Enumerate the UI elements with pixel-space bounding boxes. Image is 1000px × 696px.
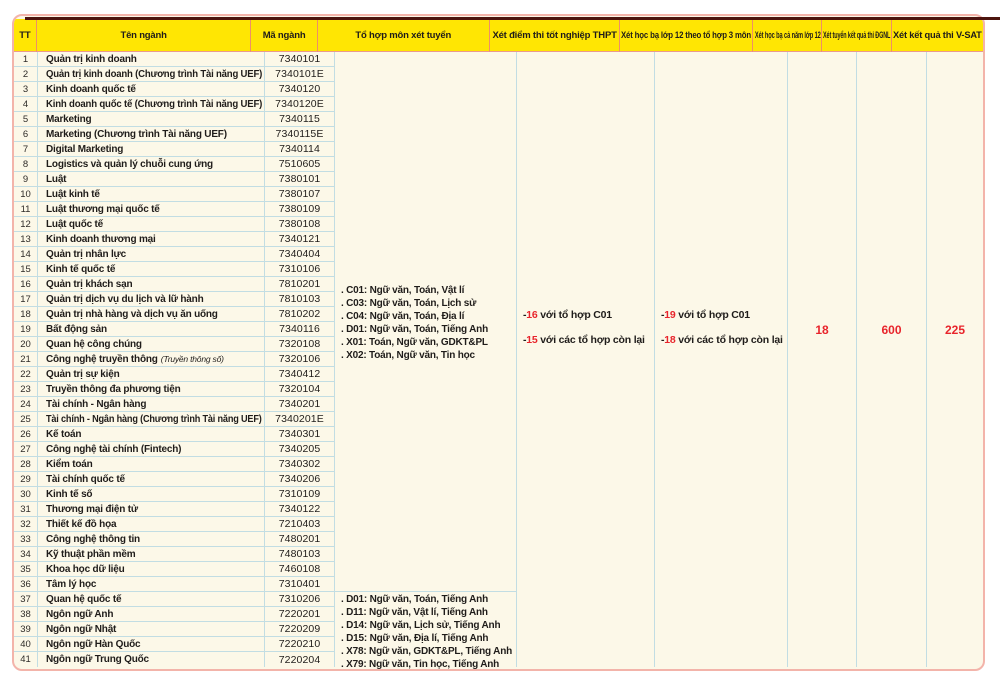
major-code-cell: 7340122: [265, 502, 334, 517]
column-header-thpt: [490, 19, 621, 52]
tt-cell: 41: [20, 654, 31, 665]
major-name-text: Bất động sản: [46, 323, 107, 335]
major-name-cell: [38, 622, 264, 637]
major-code-cell: 7340114: [265, 142, 334, 157]
major-name-text: Luật quốc tế: [46, 218, 104, 230]
major-name-text: Kinh tế quốc tế: [46, 263, 116, 275]
thpt-criteria-line: -15 với các tổ hợp còn lại: [523, 334, 645, 346]
column-header-label: Tên ngành: [120, 29, 167, 41]
column-header-ma-nganh: [251, 19, 317, 52]
tt-cell: 24: [14, 397, 37, 412]
tt-cell: 39: [14, 622, 37, 637]
tt-cell: 26: [14, 427, 37, 442]
top-divider-line: [25, 17, 1000, 20]
major-name-text: Ngôn ngữ Anh: [46, 608, 114, 620]
major-name-cell: [38, 217, 264, 232]
column-header-hocba-3mon: [620, 19, 753, 52]
major-name-cell: [38, 157, 264, 172]
major-name-text: Kinh tế số: [46, 488, 93, 500]
major-name-text: Quản trị kinh doanh (Chương trình Tài năng UEF): [46, 68, 263, 80]
hocba-ca-nam-column: [788, 52, 857, 667]
major-code-cell: 7340301: [265, 427, 334, 442]
combo-line: . D14: Ngữ văn, Lịch sử, Tiếng Anh: [341, 619, 501, 631]
major-code-cell: 7380109: [265, 202, 334, 217]
major-name-cell: [38, 397, 264, 412]
major-code-column: [265, 52, 335, 667]
major-name-cell: [38, 232, 264, 247]
major-name-cell: [38, 502, 264, 517]
column-header-label: Tổ hợp môn xét tuyển: [355, 29, 452, 41]
hocba-criteria-line: -18 với các tổ hợp còn lại: [661, 334, 783, 346]
tt-cell: 8: [14, 157, 37, 172]
major-code-cell: 7340404: [265, 247, 334, 262]
major-name-text: Quản trị dịch vụ du lịch và lữ hành: [46, 293, 204, 305]
major-name-cell: [38, 442, 264, 457]
major-name-cell: [38, 427, 264, 442]
major-name-text: Quản trị kinh doanh: [46, 53, 137, 65]
tt-cell: 37: [14, 592, 37, 607]
major-name-text: Kỹ thuật phần mềm: [46, 548, 136, 560]
tt-cell: 31: [14, 502, 37, 517]
major-code-cell: 7340205: [265, 442, 334, 457]
major-code-cell: 7220210: [265, 637, 334, 652]
tt-cell: 10: [14, 187, 37, 202]
major-code-cell: 7380108: [265, 217, 334, 232]
major-name-text: Kinh doanh thương mại: [46, 233, 156, 245]
table-header-row: [14, 19, 983, 52]
major-name-text: Quản trị khách sạn: [46, 278, 133, 290]
tt-cell: 38: [14, 607, 37, 622]
combo-line: . C03: Ngữ văn, Toán, Lịch sử: [341, 297, 477, 309]
major-name-text: Quan hệ quốc tế: [46, 593, 122, 605]
major-name-cell: [38, 562, 264, 577]
major-name-cell: [38, 412, 264, 427]
table-body: [14, 52, 983, 670]
major-name-column: [38, 52, 265, 667]
tt-cell: 5: [14, 112, 37, 127]
column-header-label: Xét điểm thi tốt nghiệp THPT: [492, 29, 617, 41]
major-code-cell: 7310401: [265, 577, 334, 592]
major-name-cell: [38, 337, 264, 352]
criteria-value: 18: [664, 334, 676, 346]
tt-cell: 14: [14, 247, 37, 262]
criteria-value: 16: [526, 309, 538, 321]
hocba-3mon-column: [655, 52, 788, 667]
major-name-cell: [38, 382, 264, 397]
thpt-criteria-line: -16 với tổ hợp C01: [523, 309, 612, 321]
tt-cell: 20: [14, 337, 37, 352]
tt-cell: 34: [14, 547, 37, 562]
major-name-cell: [38, 97, 264, 112]
major-code-cell: 7480103: [265, 547, 334, 562]
major-name-text: Tài chính - Ngân hàng (Chương trình Tài năng UEF): [46, 413, 262, 425]
column-header-hocba-ca-nam: [753, 19, 822, 52]
major-name-cell: [38, 277, 264, 292]
subject-combos-column: [335, 52, 517, 670]
tt-cell: 19: [14, 322, 37, 337]
major-name-cell: [38, 592, 264, 607]
major-code-cell: 7320106: [265, 352, 334, 367]
major-name-cell: [38, 652, 264, 667]
tt-cell: 13: [14, 232, 37, 247]
major-name-cell: [38, 637, 264, 652]
tt-cell: 11: [14, 202, 37, 217]
major-code-cell: 7380101: [265, 172, 334, 187]
major-name-cell: [38, 172, 264, 187]
major-code-cell: 7340412: [265, 367, 334, 382]
major-code-cell: 7310109: [265, 487, 334, 502]
dgnl-score-column: [857, 52, 927, 667]
major-name-text: Kiểm toán: [46, 458, 93, 470]
major-code-cell: 7340201: [265, 397, 334, 412]
major-name-text: Ngôn ngữ Hàn Quốc: [46, 638, 141, 650]
column-header-label: Xét học bạ lớp 12 theo tổ hợp 3 môn: [621, 29, 752, 41]
combo-line: . X02: Toán, Ngữ văn, Tin học: [341, 349, 475, 361]
column-header-ten-nganh: [37, 19, 252, 52]
major-name-text: Khoa học dữ liệu: [46, 563, 125, 575]
major-name-cell: [38, 322, 264, 337]
major-name-text: Digital Marketing: [46, 143, 124, 155]
major-name-text: Công nghệ tài chính (Fintech): [46, 443, 182, 455]
major-name-text: Marketing (Chương trình Tài năng UEF): [46, 128, 227, 140]
combo-group-languages: [335, 592, 516, 670]
major-code-cell: 7340115: [265, 112, 334, 127]
major-code-cell: 7340201E: [265, 412, 334, 427]
major-name-cell: [38, 352, 264, 367]
major-code-cell: 7210403: [265, 517, 334, 532]
combo-line: . X01: Toán, Ngữ văn, GDKT&PL: [341, 336, 488, 348]
major-name-cell: [38, 517, 264, 532]
major-name-cell: [38, 247, 264, 262]
tt-cell: 25: [14, 412, 37, 427]
tt-cell: 23: [14, 382, 37, 397]
major-name-text: Tài chính quốc tế: [46, 473, 125, 485]
major-code-cell: 7460108: [265, 562, 334, 577]
major-name-text: Ngôn ngữ Trung Quốc: [46, 654, 149, 665]
tt-cell: 21: [14, 352, 37, 367]
major-name-cell: [38, 307, 264, 322]
tt-cell: 4: [14, 97, 37, 112]
major-name-cell: [38, 112, 264, 127]
tt-cell: 27: [14, 442, 37, 457]
major-name-text: Công nghệ thông tin: [46, 533, 140, 545]
major-code-cell: 7810103: [265, 292, 334, 307]
major-name-cell: [38, 577, 264, 592]
tt-cell: 1: [14, 52, 37, 67]
combo-line: . D01: Ngữ văn, Toán, Tiếng Anh: [341, 594, 488, 605]
major-code-cell: 7310206: [265, 592, 334, 607]
major-name-text: Quản trị nhà hàng và dịch vụ ăn uống: [46, 308, 218, 320]
major-code-cell: 7340101E: [265, 67, 334, 82]
tt-cell: 35: [14, 562, 37, 577]
major-name-cell: [38, 82, 264, 97]
major-name-cell: [38, 142, 264, 157]
major-name-cell: [38, 607, 264, 622]
vsat-score-column: [927, 52, 983, 667]
major-code-cell: 7810201: [265, 277, 334, 292]
major-name-text: Tâm lý học: [46, 578, 97, 590]
tt-cell: 7: [14, 142, 37, 157]
major-name-text: Truyền thông đa phương tiện: [46, 383, 181, 395]
major-name-note: (Truyền thông số): [160, 353, 224, 364]
major-name-cell: [38, 532, 264, 547]
combo-line: . D11: Ngữ văn, Vật lí, Tiếng Anh: [341, 606, 488, 618]
column-header-label: Mã ngành: [262, 29, 306, 41]
criteria-value: 19: [664, 309, 676, 321]
combo-line: . D01: Ngữ văn, Toán, Tiếng Anh: [341, 323, 488, 335]
hocba-ca-nam-value: 18: [815, 323, 829, 337]
column-header-to-hop: [318, 19, 490, 52]
combo-line: . C04: Ngữ văn, Toán, Địa lí: [341, 310, 465, 322]
column-header-label: Xét tuyển kết quả thi ĐGNL: [823, 29, 891, 41]
tt-cell: 3: [14, 82, 37, 97]
major-name-cell: [38, 367, 264, 382]
criteria-value: 15: [526, 334, 538, 346]
column-header-vsat: [892, 19, 983, 52]
major-code-cell: 7220204: [278, 653, 321, 666]
major-name-text: Thiết kế đồ họa: [46, 518, 117, 530]
major-name-cell: [38, 187, 264, 202]
major-code-cell: 7810202: [265, 307, 334, 322]
major-code-cell: 7320104: [265, 382, 334, 397]
column-header-tt: [14, 19, 37, 52]
major-code-cell: 7340121: [265, 232, 334, 247]
major-code-cell: 7220201: [265, 607, 334, 622]
tt-cell: 12: [14, 217, 37, 232]
major-name-cell: [38, 547, 264, 562]
major-name-cell: [38, 292, 264, 307]
major-name-text: Logistics và quản lý chuỗi cung ứng: [46, 158, 213, 170]
tt-cell: 16: [14, 277, 37, 292]
combo-line: . C01: Ngữ văn, Toán, Vật lí: [341, 285, 465, 296]
major-name-text: Luật thương mại quốc tế: [46, 203, 160, 215]
major-code-cell: 7340101: [265, 52, 334, 67]
dgnl-value: 600: [881, 323, 902, 337]
major-code-cell: 7510605: [265, 157, 334, 172]
major-code-cell: 7310106: [265, 262, 334, 277]
combo-line: . D15: Ngữ văn, Địa lí, Tiếng Anh: [341, 632, 489, 644]
major-code-cell: 7340120: [265, 82, 334, 97]
tt-cell: 36: [14, 577, 37, 592]
major-name-text: Quan hệ công chúng: [46, 338, 142, 350]
major-name-cell: [38, 127, 264, 142]
major-name-text: Công nghệ truyền thông (Truyền thông số): [46, 353, 224, 365]
major-name-text: Marketing: [46, 113, 92, 125]
major-name-text: Quản trị nhân lực: [46, 248, 126, 260]
tt-cell: 28: [14, 457, 37, 472]
tt-cell: 30: [14, 487, 37, 502]
thpt-score-column: [517, 52, 655, 667]
major-name-text: Kinh doanh quốc tế: [46, 83, 136, 95]
major-code-cell: 7220209: [265, 622, 334, 637]
major-name-text: Kinh doanh quốc tế (Chương trình Tài năng UEF): [46, 98, 263, 110]
hocba-criteria-line: -19 với tổ hợp C01: [661, 309, 750, 321]
column-header-label: Xét học bạ cả năm lớp 12: [754, 29, 821, 41]
vsat-value: 225: [944, 323, 966, 337]
major-name-cell: [38, 472, 264, 487]
major-code-cell: 7340120E: [265, 97, 334, 112]
major-name-text: Quản trị sự kiện: [46, 368, 120, 380]
major-code-cell: 7480201: [265, 532, 334, 547]
tt-cell: 15: [14, 262, 37, 277]
column-header-dgnl: [822, 19, 892, 52]
tt-cell: 2: [14, 67, 37, 82]
major-name-cell: [38, 52, 264, 67]
major-name-text: Kế toán: [46, 428, 82, 440]
major-code-cell: 7380107: [265, 187, 334, 202]
tt-cell: 17: [14, 292, 37, 307]
major-code-cell: 7340302: [265, 457, 334, 472]
tt-cell: 33: [14, 532, 37, 547]
column-header-label: Xét kết quả thi V-SAT: [893, 29, 982, 41]
major-name-text: Luật kinh tế: [46, 188, 100, 200]
tt-cell: 40: [14, 637, 37, 652]
tt-cell: 9: [14, 172, 37, 187]
combo-line: . X79: Ngữ văn, Tin học, Tiếng Anh: [341, 658, 500, 670]
major-name-cell: [38, 457, 264, 472]
major-code-cell: 7340206: [265, 472, 334, 487]
combo-group-main: [335, 52, 516, 592]
tt-cell: 18: [14, 307, 37, 322]
major-name-cell: [38, 202, 264, 217]
major-name-cell: [38, 67, 264, 82]
major-name-text: Thương mại điện tử: [46, 503, 138, 515]
tt-cell: 22: [14, 367, 37, 382]
tt-cell: 29: [14, 472, 37, 487]
major-code-cell: 7340116: [265, 322, 334, 337]
major-code-cell: 7320108: [265, 337, 334, 352]
major-name-text: Luật: [46, 173, 67, 185]
major-name-text: Ngôn ngữ Nhật: [46, 623, 117, 635]
tt-cell: 32: [14, 517, 37, 532]
major-name-cell: [38, 262, 264, 277]
tt-column: [14, 52, 38, 667]
combo-line: . X78: Ngữ văn, GDKT&PL, Tiếng Anh: [341, 645, 513, 657]
major-name-cell: [38, 487, 264, 502]
tt-cell: 6: [14, 127, 37, 142]
admissions-table: [12, 14, 985, 671]
major-code-cell: 7340115E: [265, 127, 334, 142]
major-name-text: Tài chính - Ngân hàng: [46, 398, 147, 410]
column-header-label: TT: [19, 29, 31, 41]
